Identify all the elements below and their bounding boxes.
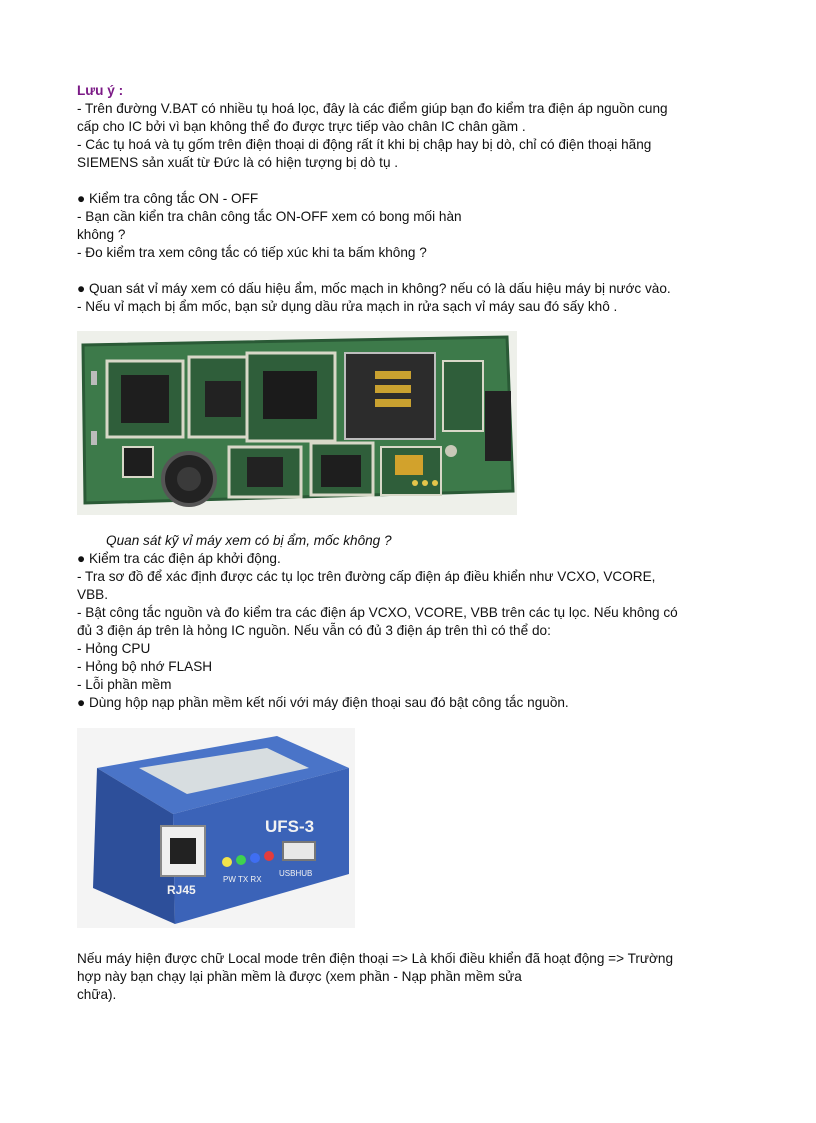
conclusion-line: Nếu máy hiện được chữ Local mode trên điện thoại => Là khối điều khiển đã hoạt động => Trường (77, 951, 674, 966)
figure-caption: Quan sát kỹ vỉ máy xem có bị ẩm, mốc không ? (106, 533, 392, 548)
box-model-label: UFS-3 (265, 817, 315, 836)
voltage-check-line: đủ 3 điện áp trên là hỏng IC nguồn. Nếu vẫn có đủ 3 điện áp trên thì có thể do: (77, 623, 551, 638)
switch-check-line: ● Kiểm tra công tắc ON - OFF (77, 191, 259, 206)
box-port-label: RJ45 (167, 883, 196, 897)
conclusion-line: chữa). (77, 987, 117, 1002)
switch-check-line: - Đo kiểm tra xem công tắc có tiếp xúc khi ta bấm không ? (77, 245, 427, 260)
note-line: - Trên đường V.BAT có nhiều tụ hoá lọc, đây là các điểm giúp bạn đo kiểm tra điện áp nguồn cung (77, 101, 668, 116)
note-heading: Lưu ý : (77, 83, 124, 98)
flash-box-photo (77, 728, 355, 928)
circuit-board-photo (77, 331, 517, 515)
voltage-check-line: ● Dùng hộp nạp phần mềm kết nối với máy điện thoại sau đó bật công tắc nguồn. (77, 695, 569, 710)
box-usb-label: USBHUB (279, 869, 313, 878)
voltage-check-line: - Hỏng bộ nhớ FLASH (77, 659, 213, 674)
voltage-check-line: VBB. (77, 587, 108, 602)
switch-check-line: - Bạn cần kiển tra chân công tắc ON-OFF xem có bong mối hàn (77, 209, 462, 224)
box-led-label: PW TX RX (223, 875, 262, 884)
voltage-check-line: ● Kiểm tra các điện áp khởi động. (77, 551, 281, 566)
note-line: SIEMENS sản xuất từ Đức là có hiện tượng bị dò tụ . (77, 155, 399, 170)
voltage-check-line: - Bật công tắc nguồn và đo kiểm tra các điện áp VCXO, VCORE, VBB trên các tụ lọc. Nếu không có (77, 605, 678, 620)
note-line: - Các tụ hoá và tụ gốm trên điện thoại di động rất ít khi bị chập hay bị dò, chỉ có điện thoại hãng (77, 137, 652, 152)
switch-check-line: không ? (77, 227, 126, 242)
note-line: cấp cho IC bởi vì bạn không thể đo được trực tiếp vào chân IC chân gầm . (77, 119, 526, 134)
moisture-check-line: ● Quan sát vỉ máy xem có dấu hiệu ẩm, mốc mạch in không? nếu có là dấu hiệu máy bị nước vào. (77, 281, 671, 296)
voltage-check-line: - Tra sơ đồ để xác định được các tụ lọc trên đường cấp điện áp điều khiển như VCXO, VCORE, (77, 569, 656, 584)
voltage-check-line: - Lỗi phần mềm (77, 677, 172, 692)
moisture-check-line: - Nếu vỉ mạch bị ẩm mốc, bạn sử dụng dầu rửa mạch in rửa sạch vỉ máy sau đó sấy khô . (77, 299, 618, 314)
conclusion-line: hợp này bạn chạy lại phần mềm là được (xem phần - Nạp phần mềm sửa (77, 969, 522, 984)
voltage-check-line: - Hỏng CPU (77, 641, 151, 656)
